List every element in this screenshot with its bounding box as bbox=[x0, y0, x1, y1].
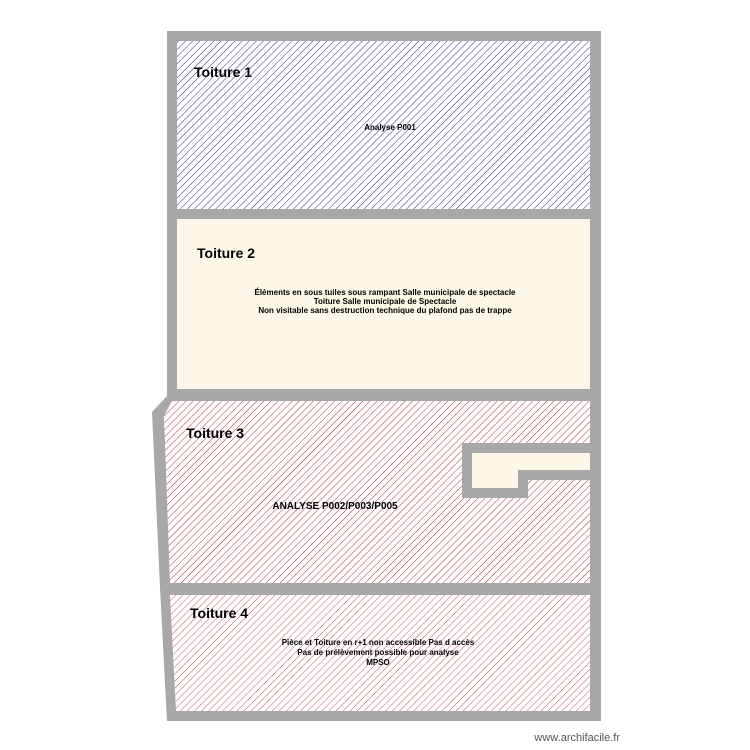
room-title-toiture-4: Toiture 4 bbox=[190, 605, 249, 621]
room-title-toiture-1: Toiture 1 bbox=[194, 64, 253, 80]
room-note-toiture-2-line-3: Non visitable sans destruction technique du plafond pas de trappe bbox=[258, 306, 512, 315]
room-title-toiture-3: Toiture 3 bbox=[186, 425, 245, 441]
room-note-toiture-4-line-1: Pièce et Toiture en r+1 non accessible Pas d accès bbox=[281, 638, 475, 647]
room-title-toiture-2: Toiture 2 bbox=[197, 245, 256, 261]
room-note-toiture-1: Analyse P001 bbox=[364, 123, 416, 132]
room-note-toiture-2-line-1: Éléments en sous tuiles sous rampant Salle municipale de spectacle bbox=[254, 288, 516, 297]
room-note-toiture-4-line-3: MPSO bbox=[366, 658, 390, 667]
room-note-toiture-4-line-2: Pas de prélèvement possible pour analyse bbox=[297, 648, 459, 657]
room-note-toiture-2-line-2: Toiture Salle municipale de Spectacle bbox=[313, 297, 457, 306]
room-note-toiture-3: ANALYSE P002/P003/P005 bbox=[272, 501, 398, 512]
watermark-link[interactable]: www.archifacile.fr bbox=[534, 732, 620, 744]
